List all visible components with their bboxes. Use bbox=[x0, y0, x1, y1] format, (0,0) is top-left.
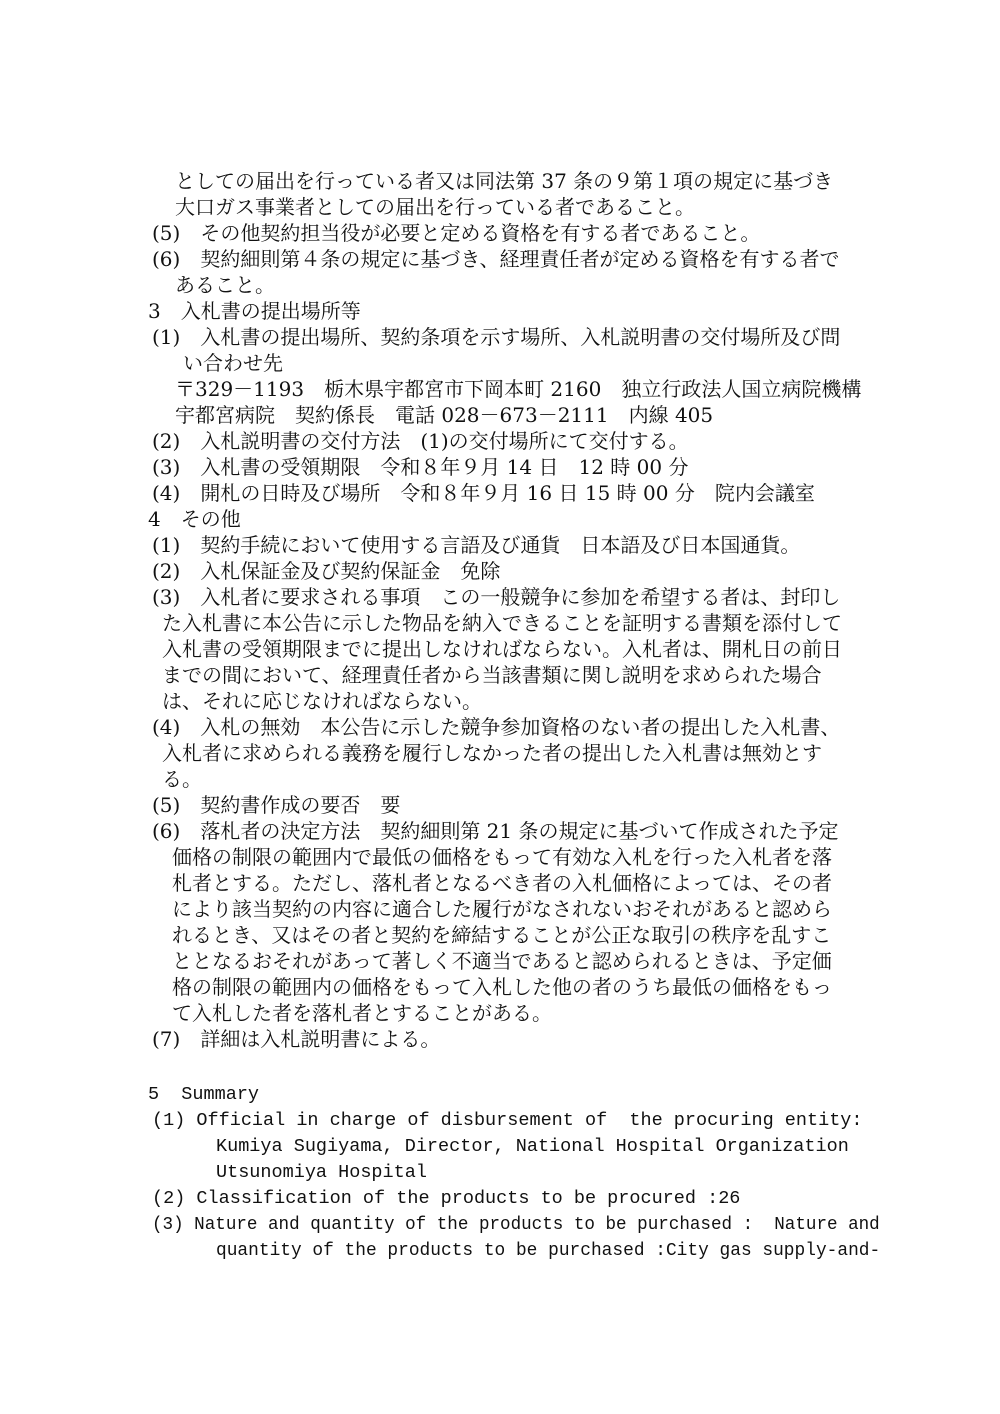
text-line: あること。 bbox=[175, 273, 275, 297]
text-line: (1) 契約手続において使用する言語及び通貨 日本語及び日本国通貨。 bbox=[152, 533, 801, 557]
text-line: 宇都宮病院 契約係長 電話 028－673－2111 内線 405 bbox=[175, 403, 714, 427]
text-line: た入札書に本公告に示した物品を納入できることを証明する書類を添付して bbox=[162, 611, 842, 635]
text-line: 札者とする。ただし、落札者となるべき者の入札価格によっては、その者 bbox=[172, 871, 832, 895]
text-line: い合わせ先 bbox=[183, 351, 283, 375]
text-line: (6) 落札者の決定方法 契約細則第 21 条の規定に基づいて作成された予定 bbox=[152, 819, 839, 843]
text-line: (5) その他契約担当役が必要と定める資格を有する者であること。 bbox=[152, 221, 761, 245]
text-line: Kumiya Sugiyama, Director, National Hospital Organization bbox=[216, 1136, 849, 1157]
text-line: 〒329－1193 栃木県宇都宮市下岡本町 2160 独立行政法人国立病院機構 bbox=[175, 377, 862, 401]
text-line: (7) 詳細は入札説明書による。 bbox=[152, 1027, 441, 1051]
text-line: (3) 入札書の受領期限 令和８年９月 14 日 12 時 00 分 bbox=[152, 455, 689, 479]
text-line: ととなるおそれがあって著しく不適当であると認められるときは、予定価 bbox=[172, 949, 832, 973]
text-line: (6) 契約細則第４条の規定に基づき、経理責任者が定める資格を有する者で bbox=[152, 247, 840, 271]
text-line: 入札書の受領期限までに提出しなければならない。入札者は、開札日の前日 bbox=[162, 637, 842, 661]
text-line: (5) 契約書作成の要否 要 bbox=[152, 793, 401, 817]
text-line: (1) Official in charge of disbursement of the procuring entity: bbox=[152, 1110, 863, 1131]
text-line: (4) 入札の無効 本公告に示した競争参加資格のない者の提出した入札書、 bbox=[152, 715, 841, 739]
text-line: (4) 開札の日時及び場所 令和８年９月 16 日 15 時 00 分 院内会議室 bbox=[152, 481, 815, 505]
text-line: (2) Classification of the products to be procured :26 bbox=[152, 1188, 741, 1209]
text-line: 格の制限の範囲内の価格をもって入札した他の者のうち最低の価格をもっ bbox=[172, 975, 832, 999]
text-line: 入札者に求められる義務を履行しなかった者の提出した入札書は無効とす bbox=[162, 741, 822, 765]
text-line: quantity of the products to be purchased :City gas supply-and- bbox=[216, 1240, 881, 1261]
text-line: までの間において、経理責任者から当該書類に関し説明を求められた場合 bbox=[162, 663, 822, 687]
text-line: (3) Nature and quantity of the products to be purchased : Nature and bbox=[152, 1214, 880, 1235]
text-line: (2) 入札説明書の交付方法 (1)の交付場所にて交付する。 bbox=[152, 429, 689, 453]
text-line: により該当契約の内容に適合した履行がなされないおそれがあると認めら bbox=[172, 897, 832, 921]
text-line: は、それに応じなければならない。 bbox=[162, 689, 482, 713]
text-line: る。 bbox=[162, 767, 202, 791]
text-line: (2) 入札保証金及び契約保証金 免除 bbox=[152, 559, 501, 583]
text-line: て入札した者を落札者とすることがある。 bbox=[172, 1001, 552, 1025]
summary-heading: 5 Summary bbox=[148, 1084, 260, 1105]
text-line: Utsunomiya Hospital bbox=[216, 1162, 427, 1183]
section-heading: 3 入札書の提出場所等 bbox=[148, 299, 361, 323]
text-line: (1) 入札書の提出場所、契約条項を示す場所、入札説明書の交付場所及び問 bbox=[152, 325, 841, 349]
section-heading: 4 その他 bbox=[148, 507, 241, 531]
text-line: (3) 入札者に要求される事項 この一般競争に参加を希望する者は、封印し bbox=[152, 585, 841, 609]
text-line: としての届出を行っている者又は同法第 37 条の９第１項の規定に基づき bbox=[175, 169, 834, 193]
text-line: 価格の制限の範囲内で最低の価格をもって有効な入札を行った入札者を落 bbox=[172, 845, 832, 869]
text-line: 大口ガス事業者としての届出を行っている者であること。 bbox=[175, 195, 695, 219]
text-line: れるとき、又はその者と契約を締結することが公正な取引の秩序を乱すこ bbox=[172, 923, 832, 947]
